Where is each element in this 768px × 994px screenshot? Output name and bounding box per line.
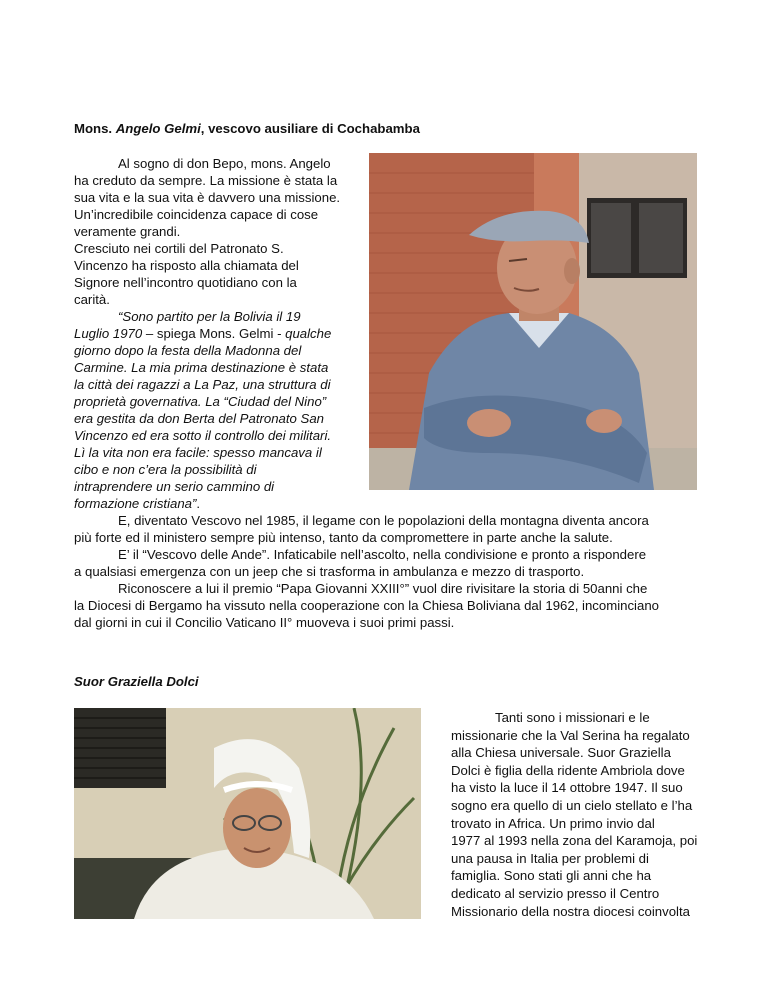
section1-line: Lì la vita non era facile: spesso mancava il [74,445,322,460]
section1-line: carità. [74,292,110,307]
section1-line: E’ il “Vescovo delle Ande”. Infaticabile nell’ascolto, nella condivisione e pronto a rispondere [118,547,647,562]
section2-line: ha visto la luce il 14 ottobre 1947. Il suo [451,780,683,796]
section1-heading: Mons. Angelo Gelmi, vescovo ausiliare di Cochabamba [74,121,420,136]
portrait-nun-image [74,708,421,919]
section1-line: Un’incredibile coincidenza capace di cose [74,207,319,222]
section2-line: una pausa in Italia per problemi di [451,850,649,866]
photo-graziella-dolci [74,708,421,919]
section2-heading: Suor Graziella Dolci [74,674,199,689]
section1-line: giorno dopo la festa della Madonna del [74,343,302,358]
section1-line: E, diventato Vescovo nel 1985, il legame con le popolazioni della montagna diventa ancora [118,513,649,528]
section2-line: Tanti sono i missionari e le [495,710,650,725]
section1-line: Cresciuto nei cortili del Patronato S. [74,241,284,256]
section2-line: missionarie che la Val Serina ha regalato [451,727,690,743]
section1-line: Luglio 1970 – spiega Mons. Gelmi - qualche [74,326,332,341]
section1-line: a qualsiasi emergenza con un jeep che si trasforma in ambulanza e mezzo di trasporto. [74,564,585,579]
section1-line: veramente grandi. [74,224,181,239]
section1-line: formazione cristiana”. [74,496,201,511]
heading-name: Angelo Gelmi [115,121,201,136]
section2-line: 1977 al 1993 nella zona del Karamoja, poi [451,833,698,849]
section1-line: intraprendere un serio cammino di [74,479,275,494]
section2-line: famiglia. Sono stati gli anni che ha [451,868,652,884]
section1-line: la città dei ragazzi a La Paz, una struttura di [74,377,331,392]
section2-line: dedicato al servizio presso il Centro [451,886,660,901]
section1-line: più forte ed il ministero sempre più intenso, tanto da compromettere in parte anche la salute. [74,530,613,545]
section1-line: Al sogno di don Bepo, mons. Angelo [118,156,331,171]
section1-line: Signore nell’incontro quotidiano con la [74,275,297,290]
section1-line: proprietà governativa. La “Ciudad del Nino” [74,394,327,409]
section1-line: “Sono partito per la Bolivia il 19 [118,309,301,324]
section1-line: ha creduto da sempre. La missione è stata la [74,173,338,188]
section2-line: alla Chiesa universale. Suor Graziella [451,745,671,761]
section1-line: sua vita e la sua vita è davvero una missione. [74,190,341,205]
section1-line: era gestita da don Berta del Patronato San [74,411,325,426]
section1-line: Carmine. La mia prima destinazione è stata [74,360,329,375]
photo-angelo-gelmi [369,153,697,490]
section1-line: Vincenzo ed era sotto il controllo dei militari. [74,428,332,443]
section1-line: la Diocesi di Bergamo ha vissuto nella cooperazione con la Chiesa Boliviana dal 1962, incominciano [74,598,659,613]
section2-line: sogno era quello di un cielo stellato e l’ha [451,798,693,813]
section1-line: Vincenzo ha risposto alla chiamata del [74,258,299,273]
section2-line: trovato in Africa. Un primo invio dal [451,815,655,831]
section1-line: cibo e non c’era la possibilità di [74,462,257,477]
section1-line: dal giorni in cui il Concilio Vaticano II° muoveva i suoi primi passi. [74,615,455,630]
portrait-man-image [369,153,697,490]
section2-line: Missionario della nostra diocesi coinvolta [451,903,690,919]
section2-line: Dolci è figlia della ridente Ambriola dove [451,762,685,778]
section1-line: Riconoscere a lui il premio “Papa Giovanni XXIII°” vuol dire rivisitare la storia di 50anni che [118,581,648,596]
